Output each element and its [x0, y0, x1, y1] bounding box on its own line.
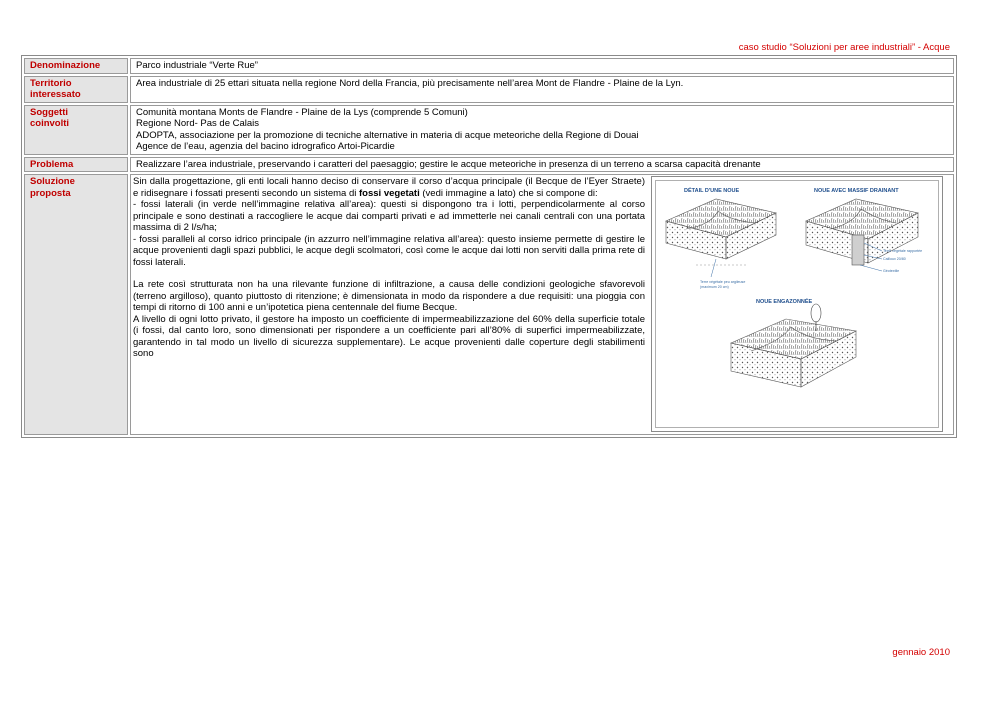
soluzione-p1-b: (vedi immagine a lato) che si compone di:: [419, 187, 598, 199]
soluzione-paragraph-1: [133, 176, 645, 268]
label-soluzione: [24, 174, 128, 435]
soggetto-item: Regione Nord- Pas de Calais: [136, 118, 260, 129]
figure-title-1: DÉTAIL D'UNE NOUE: [684, 188, 740, 194]
row-problema: [24, 157, 954, 173]
swale-grassed-block: [731, 304, 856, 387]
soggetto-item: Agence de l’eau, agenzia del bacino idrografico Artoi-Picardie: [136, 141, 395, 152]
soluzione-p1-a: Sin dalla progettazione, gli enti locali hanno deciso di conservare il corso d’acqua principale (il Becque de l’Eyer Straete) e ridisegnare i fossati presenti secondo un sistema di: [133, 176, 645, 199]
soluzione-p1-c: - fossi laterali (in verde nell’immagine relativa all’area): questi si dispongono tra i lotti, perpendicolarmente al corso principale e sono destinati a raccogliere le acque dai comparti privati e ad immetterle nei canali centrali con una portata massima di 2 l/s/ha;: [133, 199, 645, 233]
swale-detail-block: [666, 199, 776, 277]
soluzione-p1-d: - fossi paralleli al corso idrico principale (in azzurro nell’immagine relativa all’area): questo insieme permette di gestire le acque provenienti dagli spazi pubblici, le acque degli scolmatori, così come le acque dai lotti non serviti dalla prima rete di fossi laterali.: [133, 233, 645, 268]
row-soggetti: [24, 105, 954, 155]
figure-label-a1: Terre végétale peu argileuse: [700, 280, 746, 284]
figure-title-2: NOUE AVEC MASSIF DRAINANT: [814, 188, 899, 194]
soggetto-item: Comunità montana Monts de Flandre - Plaine de la Lys (comprende 5 Comuni): [136, 106, 468, 118]
soluzione-p1-bold: fossi vegetati: [359, 187, 420, 199]
row-denominazione: [24, 58, 954, 74]
figure-label-a2: (maximum 20 cm): [700, 285, 729, 289]
label-soggetti-line2: coinvolti: [30, 118, 70, 129]
figure-label-b3: Géotextile: [883, 269, 900, 273]
soluzione-p2: La rete così strutturata non ha una rilevante funzione di infiltrazione, a causa delle condizioni geologiche sfavorevoli (terreno argilloso), quanto piuttosto di ritenzione; è dimensionata in modo da rispondere a due requisiti: una pioggia con tempi di ritorno di 100 anni e un’ipotetica piena centennale del fiume Becque.: [133, 279, 645, 313]
label-soluzione-line1: Soluzione: [30, 176, 75, 187]
swale-diagram-frame: [651, 176, 943, 432]
swale-diagram: [656, 181, 938, 427]
figure-label-b1: Terre végétale rapportée: [883, 249, 923, 253]
label-soggetti: [24, 105, 128, 155]
footer-date: gennaio 2010: [892, 647, 950, 658]
soluzione-p3: A livello di ogni lotto privato, il gestore ha imposto un coefficiente di impermeabilizzazione del 60% della superficie totale (i fossi, dal canto loro, sono dimensionati per rispondere a un coefficiente pari all’80% di superfici impermeabilizzate, garantendo in tal modo un livello di sicurezza supplementare). Le acque provenienti dalle coperture degli stabilimenti sono: [133, 313, 645, 359]
value-territorio: Area industriale di 25 ettari situata nella regione Nord della Francia, più precisamente nell’area Mont de Flandre - Plaine de la Lyn.: [130, 76, 954, 103]
value-problema: Realizzare l’area industriale, preservando i caratteri del paesaggio; gestire le acque meteoriche in presenza di un terreno a scarsa capacità drenante: [130, 157, 954, 173]
label-territorio-line1: Territorio: [30, 77, 72, 89]
soluzione-paragraph-2: [133, 279, 645, 360]
label-problema: Problema: [24, 157, 128, 173]
header-note: caso studio “Soluzioni per aree industriali” - Acque: [738, 42, 950, 53]
value-soggetti: [130, 105, 954, 155]
value-soluzione: [130, 174, 954, 435]
label-soluzione-line2: proposta: [30, 187, 71, 199]
row-territorio: [24, 76, 954, 103]
label-territorio-line2: interessato: [30, 89, 81, 100]
label-soggetti-line1: Soggetti: [30, 106, 68, 118]
soggetto-item: ADOPTA, associazione per la promozione di tecniche alternative in materia di acque meteoriche della Regione di Douai: [136, 129, 639, 141]
case-study-table: [21, 55, 957, 438]
row-soluzione: [24, 174, 954, 435]
label-denominazione: Denominazione: [24, 58, 128, 74]
soluzione-text: [131, 175, 649, 434]
value-denominazione: Parco industriale “Verte Rue”: [130, 58, 954, 74]
figure-label-b2: Cailloux 20/80: [883, 257, 906, 261]
figure-title-3: NOUE ENGAZONNÉE: [756, 299, 813, 305]
label-territorio: [24, 76, 128, 103]
